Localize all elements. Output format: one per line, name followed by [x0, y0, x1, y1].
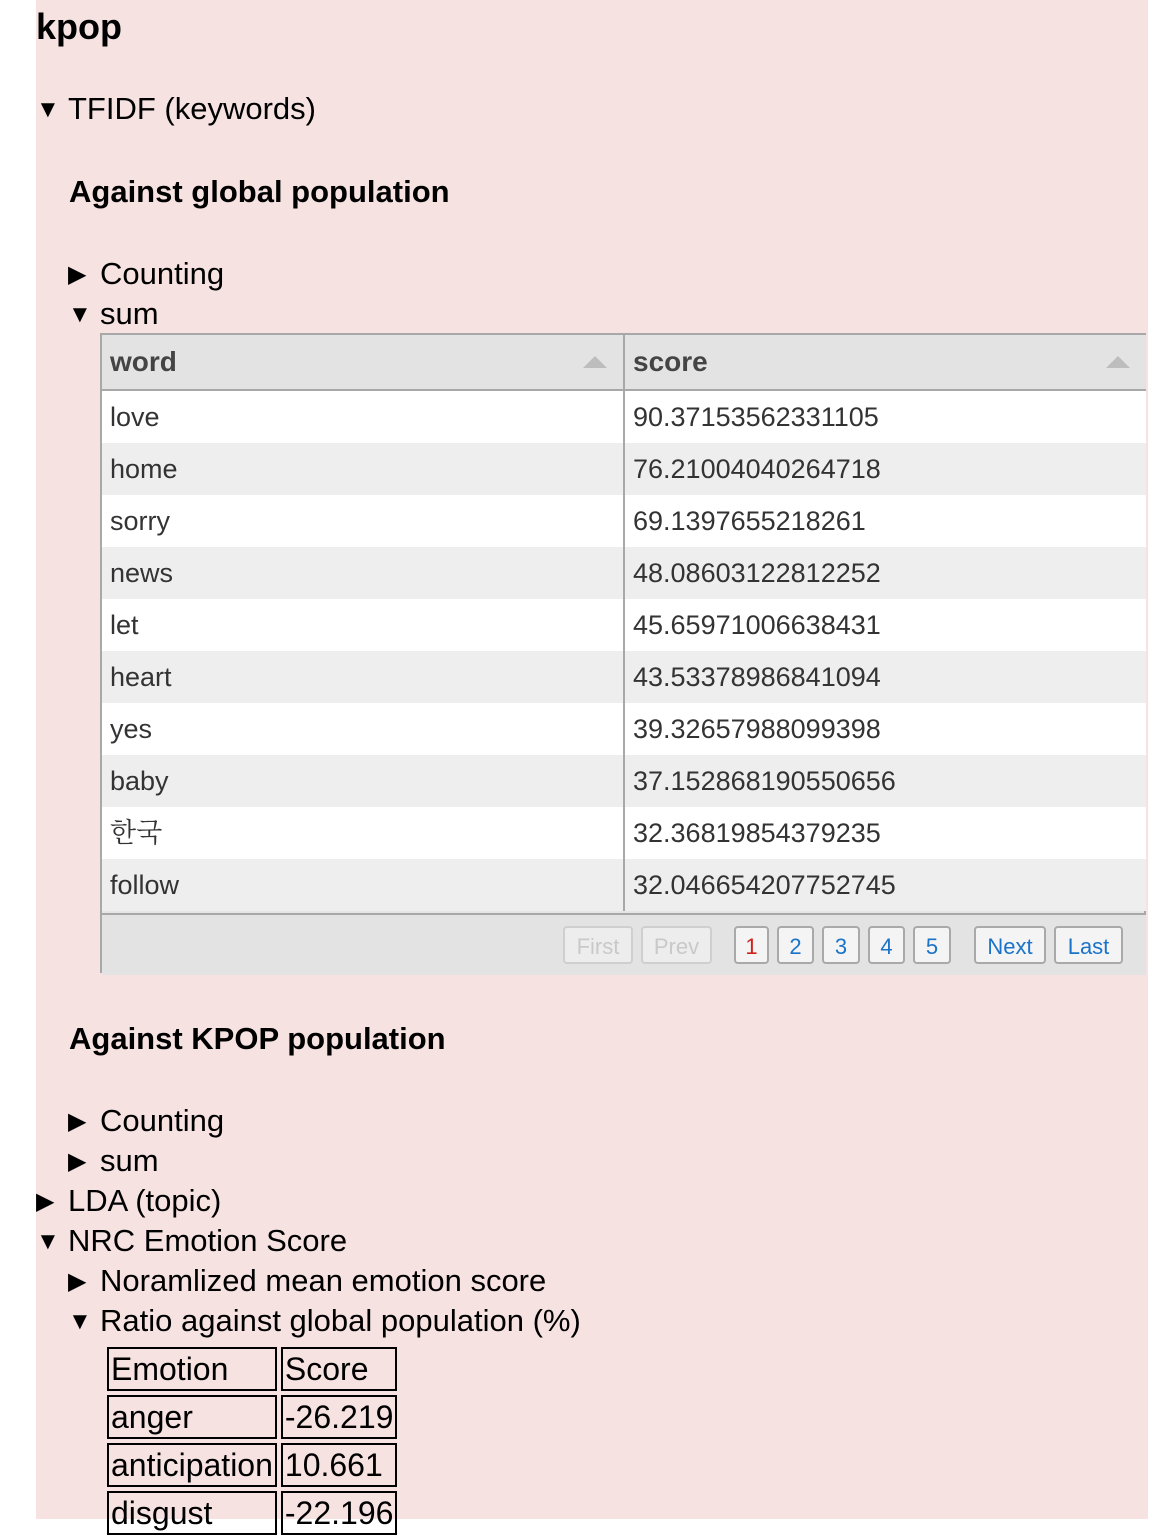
sort-ascending-icon — [583, 356, 607, 368]
cell-score: 32.046654207752745 — [633, 870, 896, 900]
table-row — [107, 1491, 397, 1535]
lda-toggle[interactable] — [36, 1183, 221, 1220]
cell-emotion: anticipation — [107, 1443, 277, 1487]
kpop-counting-label: Counting — [100, 1103, 225, 1138]
triangle-right-icon: ▶ — [36, 1188, 55, 1215]
normalized-score-label: Noramlized mean emotion score — [100, 1263, 547, 1298]
global-sum-toggle[interactable] — [68, 296, 159, 333]
cell-score: 76.21004040264718 — [633, 454, 881, 484]
kpop-sum-label: sum — [100, 1143, 159, 1178]
pager-page-1-button[interactable]: 1 — [734, 926, 769, 964]
cell-word: follow — [110, 870, 180, 900]
table-row — [107, 1395, 397, 1439]
triangle-down-icon: ▼ — [36, 1228, 60, 1255]
cell-score: 45.65971006638431 — [633, 610, 881, 640]
pager-next-button[interactable]: Next — [974, 926, 1046, 964]
global-counting-label: Counting — [100, 256, 225, 291]
pager-last-button[interactable]: Last — [1054, 926, 1123, 964]
triangle-down-icon: ▼ — [36, 96, 60, 123]
cell-score: 39.32657988099398 — [633, 714, 881, 744]
triangle-right-icon: ▶ — [68, 1268, 87, 1295]
global-sum-label: sum — [100, 296, 159, 331]
emotion-table — [103, 1343, 401, 1539]
cell-word: home — [110, 454, 178, 484]
triangle-down-icon: ▼ — [68, 301, 92, 328]
cell-word: let — [110, 610, 139, 640]
cell-score: 37.152868190550656 — [633, 766, 896, 796]
ratio-label: Ratio against global population (%) — [100, 1303, 581, 1338]
cell-score: 90.37153562331105 — [633, 402, 879, 432]
cell-word: 한국 — [110, 818, 163, 848]
kpop-heading: Against KPOP population — [69, 1021, 446, 1056]
score-column-header: Score — [281, 1347, 398, 1391]
triangle-right-icon: ▶ — [68, 1108, 87, 1135]
nrc-toggle[interactable] — [36, 1223, 347, 1260]
table-row — [107, 1443, 397, 1487]
pager-prev-button[interactable]: Prev — [641, 926, 712, 964]
tfidf-label: TFIDF (keywords) — [68, 91, 316, 126]
page-title: kpop — [36, 6, 122, 47]
column-header-word-label: word — [110, 346, 177, 377]
cell-word: news — [110, 558, 174, 588]
column-header-score[interactable] — [625, 335, 1146, 389]
cell-score: 10.661 — [281, 1443, 398, 1487]
table-pager — [102, 913, 1146, 975]
cell-score: -22.196 — [281, 1491, 398, 1535]
column-header-score-label: score — [633, 346, 708, 377]
kpop-counting-toggle[interactable] — [68, 1103, 224, 1140]
global-counting-toggle[interactable] — [68, 256, 224, 293]
triangle-down-icon: ▼ — [68, 1308, 92, 1335]
sort-ascending-icon — [1106, 356, 1130, 368]
cell-word: yes — [110, 714, 153, 744]
cell-score: 43.53378986841094 — [633, 662, 881, 692]
normalized-score-toggle[interactable] — [68, 1263, 546, 1300]
pager-page-2-button[interactable]: 2 — [777, 926, 814, 964]
cell-word: baby — [110, 766, 169, 796]
triangle-right-icon: ▶ — [68, 261, 87, 288]
pager-page-4-button[interactable]: 4 — [868, 926, 905, 964]
pager-page-5-button[interactable]: 5 — [913, 926, 951, 964]
cell-score: -26.219 — [281, 1395, 398, 1439]
column-divider — [623, 335, 625, 911]
cell-word: heart — [110, 662, 172, 692]
cell-emotion: anger — [107, 1395, 277, 1439]
cell-word: sorry — [110, 506, 170, 536]
kpop-sum-toggle[interactable] — [68, 1143, 159, 1180]
emotion-table-header — [107, 1347, 397, 1391]
cell-score: 48.08603122812252 — [633, 558, 881, 588]
column-header-word[interactable] — [102, 335, 623, 389]
cell-score: 69.1397655218261 — [633, 506, 866, 536]
global-heading: Against global population — [69, 174, 450, 209]
nrc-label: NRC Emotion Score — [68, 1223, 348, 1258]
tfidf-toggle[interactable] — [36, 91, 316, 128]
cell-score: 32.36819854379235 — [633, 818, 881, 848]
triangle-right-icon: ▶ — [68, 1148, 87, 1175]
ratio-toggle[interactable] — [68, 1303, 581, 1340]
keyword-data-table — [100, 333, 1146, 973]
cell-emotion: disgust — [107, 1491, 277, 1535]
pager-page-3-button[interactable]: 3 — [822, 926, 860, 964]
lda-label: LDA (topic) — [68, 1183, 222, 1218]
cell-word: love — [110, 402, 160, 432]
pager-first-button[interactable]: First — [563, 926, 633, 964]
emotion-column-header: Emotion — [107, 1347, 277, 1391]
